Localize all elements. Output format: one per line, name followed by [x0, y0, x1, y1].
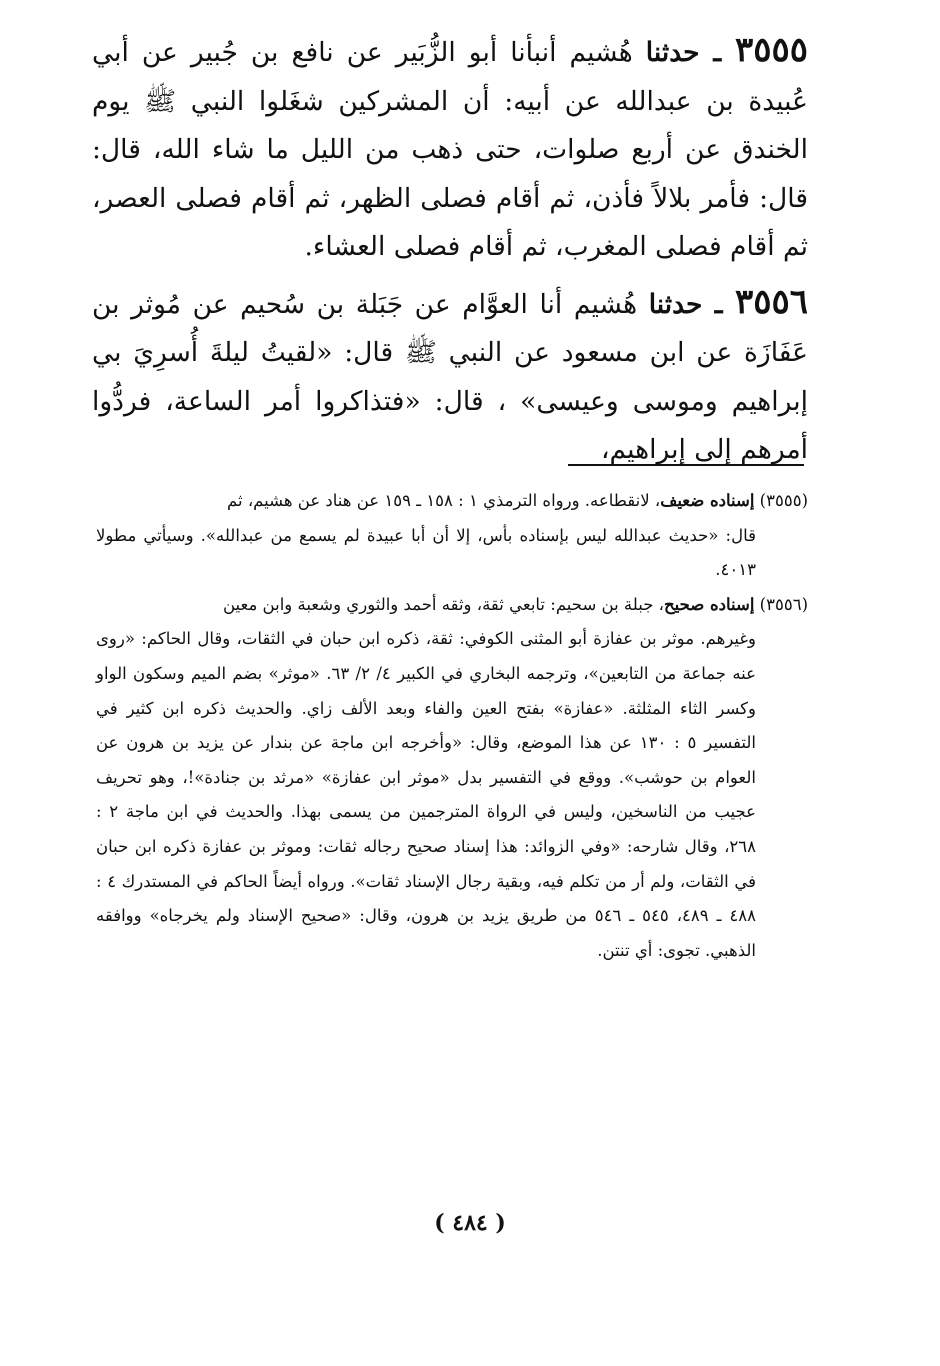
hadith-text: هُشيم أنبأنا أبو الزُّبَير عن نافع بن جُبير عن أبي عُبيدة بن عبدالله عن أبيه: أن المشركين شغَلوا النبي ﷺ يوم الخندق عن أربع صلوات، حتى ذهب من الليل ما شاء الله، قال: قال: فأمر بلالاً فأذن، ثم أقام فصلى الظهر، ثم أقام فصلى العصر، ثم أقام فصلى المغرب، ثم أقام فصلى العشاء.	[92, 37, 808, 262]
footnotes	[96, 484, 808, 968]
footnote-ref: (٣٥٥٥)	[759, 491, 808, 510]
footnote-body: قال: «حديث عبدالله ليس بإسناده بأس، إلا أن أبا عبيدة لم يسمع من عبدالله». وسيأتي مطولا ٤٠١٣.	[96, 525, 756, 580]
hadith-number: ٣٥٥٦	[734, 281, 808, 322]
hadith-dash: ـ	[702, 288, 735, 320]
hadith-number: ٣٥٥٥	[734, 30, 808, 70]
footnote-first-line: ، لانقطاعه. ورواه الترمذي ١ : ١٥٨ ـ ١٥٩ عن هناد عن هشيم، ثم	[227, 491, 661, 510]
hadith-keyword: حدثنا	[645, 37, 700, 68]
footnote-first-line: ، جبلة بن سحيم: تابعي ثقة، وثقه أحمد والثوري وشعبة وابن معين	[222, 594, 664, 614]
hadith-dash: ـ	[699, 37, 735, 68]
footnote-divider	[568, 464, 804, 466]
footnote-label: إسناده ضعيف	[660, 491, 755, 510]
footnote-body: وغيرهم. موثر بن عفازة أبو المثنى الكوفي: ثقة، ذكره ابن حبان في الثقات، وقال الحاكم: «روى عنه جماعة من التابعين»، وترجمه البخاري في الكبير ٤/ ٢/ ٦٣. «موثر» بضم الميم وسكون الواو وكسر الثاء المثلثة. «عفازة» بفتح العين والفاء وبعد الألف زاي. والحديث ذكره ابن كثير في التفسير ٥ : ١٣٠ عن هذا الموضع، وقال: «وأخرجه ابن ماجة عن بندار عن يزيد بن هرون عن العوام بن حوشب». ووقع في التفسير بدل «موثر ابن عفازة» «مرثد بن جنادة»!، وهو تحريف عجيب من الناسخين، وليس في الرواة المترجمين من يسمى بهذا. والحديث في ابن ماجة ٢ : ٢٦٨، وقال شارحه: «وفي الزوائد: هذا إسناد صحيح رجاله ثقات: وموثر بن عفازة ذكره ابن حبان في الثقات، ولم أر من تكلم فيه، وبقية رجال الإسناد ثقات». ورواه أيضاً الحاكم في المستدرك ٤ : ٤٨٨ ـ ٤٨٩، ٥٤٥ ـ ٥٤٦ من طريق يزيد بن هرون، وقال: «صحيح الإسناد ولم يخرجاه» ووافقه الذهبي. تجوى: أي تنتن.	[96, 629, 756, 960]
hadith-3555	[92, 26, 808, 272]
footnote-ref: (٣٥٥٦)	[759, 594, 808, 614]
footnote-label: إسناده صحيح	[663, 594, 755, 614]
hadith-3556	[92, 278, 808, 475]
main-text	[92, 26, 808, 481]
hadith-text: هُشيم أنا العوَّام عن جَبَلة بن سُحيم عن مُوثر بن عَفَازَة عن ابن مسعود عن النبي ﷺ قال: «لقيتُ ليلةَ أُسرِيَ بي إبراهيم وموسى وعيسى» ، قال: «فتذاكروا أمر الساعة، فردُّوا أمرهم إلى إبراهيم،	[92, 288, 808, 465]
hadith-keyword: حدثنا	[648, 288, 703, 320]
footnote-3556	[96, 588, 808, 969]
footnote-3555	[96, 484, 808, 588]
page-number: ( ٤٨٤ )	[434, 1210, 506, 1236]
